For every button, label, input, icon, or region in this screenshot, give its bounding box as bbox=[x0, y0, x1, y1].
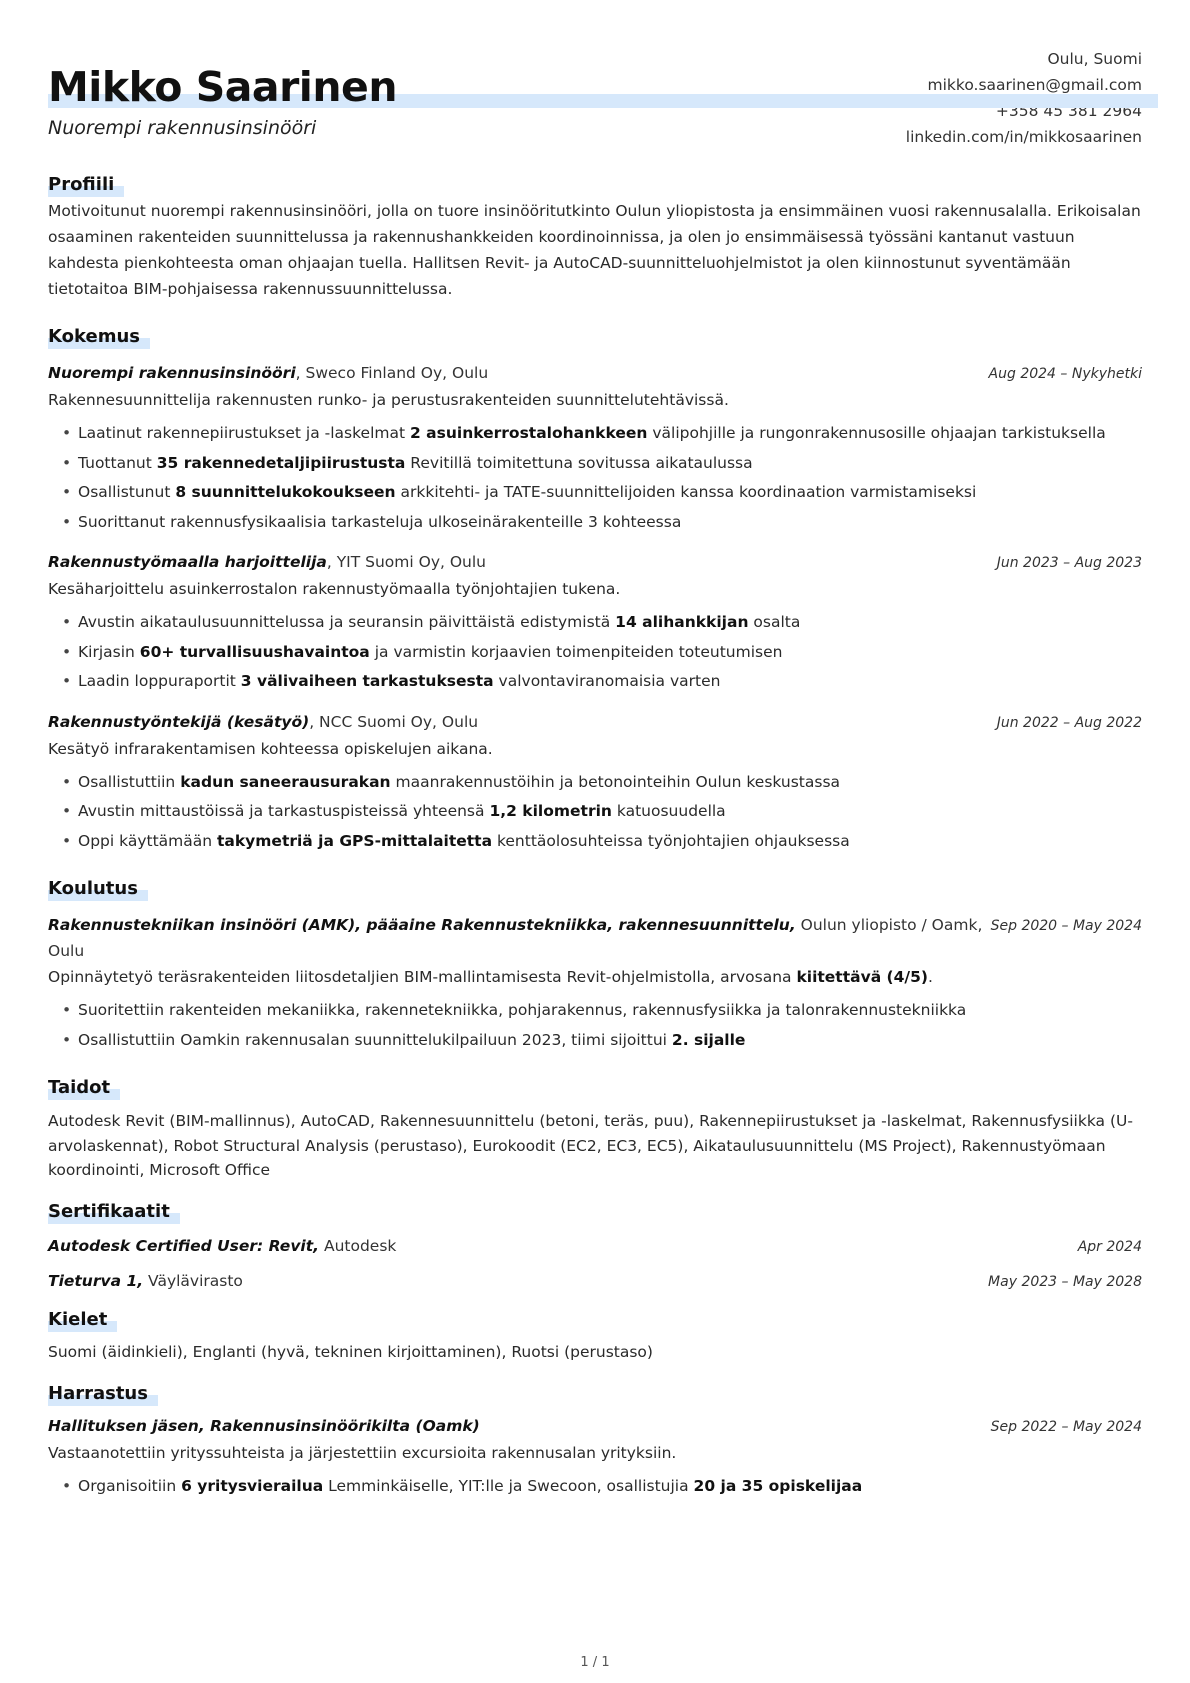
job-bullet bbox=[78, 638, 1142, 668]
job-bullet bbox=[78, 508, 1142, 538]
job-bullet bbox=[78, 449, 1142, 479]
section-heading-profile: Profiili bbox=[48, 170, 114, 200]
job-bullet-text-end: osalta bbox=[748, 613, 801, 631]
hobby-bullets bbox=[48, 1472, 1142, 1502]
hobby-entry-head bbox=[48, 1413, 1142, 1440]
job-bullet-text: Kirjasin bbox=[78, 642, 140, 661]
education-bullet-text: Osallistuttiin Oamkin rakennusalan suunnittelukilpailuun 2023, tiimi sijoittui bbox=[78, 1030, 672, 1049]
section-heading-education: Koulutus bbox=[48, 874, 138, 904]
education-bullet-text: Suoritettiin rakenteiden mekaniikka, rakennetekniikka, pohjarakennus, rakennusfysiikka ja talonrakennustekniikka bbox=[78, 1001, 967, 1019]
skills-text: Autodesk Revit (BIM-mallinnus), AutoCAD, Rakennesuunnittelu (betoni, teräs, puu), Rakennepiirustukset ja -laskelmat, Rakennusfysiikka (U-arvolaskennat), Robot Structural Analysis (perustaso), Eurokoodit (EC2, EC3, EC5), Aikataulusuunnittelu (MS Project), Rakennustyömaan koordinointi, Microsoft Office bbox=[48, 1112, 1133, 1179]
job-bullet-text-end: Revitillä toimitettuna sovitussa aikataulussa bbox=[405, 453, 753, 472]
job-bullet bbox=[78, 768, 1142, 798]
education-summary-text: Opinnäytetyö teräsrakenteiden liitosdetaljien BIM-mallintamisesta Revit-ohjelmistolla, arvosana bbox=[48, 968, 797, 986]
certification-title bbox=[48, 1268, 243, 1294]
job-bullet-highlight: 2 asuinkerrostalohankkeen bbox=[409, 424, 648, 442]
job-bullet-highlight: kadun saneerausurakan bbox=[180, 772, 391, 791]
job-bullet-highlight: 60+ turvallisuushavaintoa bbox=[139, 642, 370, 661]
job-bullet-text: Laadin loppuraportit bbox=[78, 672, 241, 690]
section-heading-certifications: Sertifikaatit bbox=[48, 1197, 170, 1227]
job-company: , Sweco Finland Oy, Oulu bbox=[295, 364, 489, 382]
job-company: , YIT Suomi Oy, Oulu bbox=[326, 553, 487, 571]
contact-phone: +358 45 381 2964 bbox=[995, 102, 1142, 120]
education-summary bbox=[48, 964, 1142, 990]
job-bullet-highlight: 8 suunnittelukokoukseen bbox=[175, 483, 396, 501]
job-role: Nuorempi rakennusinsinööri bbox=[48, 364, 296, 382]
education-title bbox=[48, 912, 991, 964]
job-bullet bbox=[78, 419, 1142, 449]
hobbies-section bbox=[48, 1379, 1142, 1502]
job-bullet-text-end: maanrakennustöihin ja betonointeihin Oulun keskustassa bbox=[390, 772, 841, 791]
job-summary: Kesäharjoittelu asuinkerrostalon rakennustyömaalla työnjohtajien tukena. bbox=[48, 580, 621, 598]
job-bullet bbox=[78, 827, 1142, 857]
job-bullet-text-end: katuosuudella bbox=[611, 802, 726, 820]
job-bullet-text: Avustin mittaustöissä ja tarkastuspisteissä yhteensä bbox=[78, 802, 490, 820]
job-bullet-text: Oppi käyttämään bbox=[78, 831, 217, 850]
job-bullet-highlight: takymetriä ja GPS-mittalaitetta bbox=[217, 831, 493, 850]
education-bullet bbox=[78, 1026, 1142, 1056]
hobby-summary: Vastaanotettiin yrityssuhteista ja järjestettiin excursioita rakennusalan yrityksiin. bbox=[48, 1443, 677, 1462]
job-date: Jun 2023 – Aug 2023 bbox=[996, 555, 1142, 571]
experience-section bbox=[48, 322, 1142, 856]
certification-name: Tieturva 1, bbox=[48, 1271, 144, 1290]
education-summary-end: . bbox=[927, 968, 933, 986]
experience-entry-head bbox=[48, 709, 1142, 736]
hobby-bullet-text-2: Lemminkäiselle, YIT:lle ja Swecoon, osallistujia bbox=[323, 1476, 694, 1495]
job-bullet-text-end: kenttäolosuhteissa työnjohtajien ohjauksessa bbox=[492, 831, 850, 850]
certification-issuer: Autodesk bbox=[319, 1236, 397, 1255]
section-heading-experience: Kokemus bbox=[48, 322, 140, 352]
job-bullet-text: Avustin aikataulusuunnittelussa ja seuransin päivittäistä edistymistä bbox=[78, 613, 616, 631]
education-bullet-highlight: 2. sijalle bbox=[671, 1030, 746, 1049]
job-bullets bbox=[48, 768, 1142, 857]
job-bullet-text-end: arkkitehti- ja TATE-suunnittelijoiden kanssa koordinaation varmistamiseksi bbox=[395, 483, 977, 501]
hobby-bullet bbox=[78, 1472, 1142, 1502]
hobby-bullet-text: Organisoitiin bbox=[78, 1476, 182, 1495]
job-summary: Rakennesuunnittelija rakennusten runko- ja perustusrakenteiden suunnittelutehtävissä. bbox=[48, 391, 729, 409]
job-title bbox=[48, 549, 486, 575]
certification-date: Apr 2024 bbox=[1077, 1238, 1142, 1255]
candidate-name: Mikko Saarinen bbox=[48, 61, 1142, 113]
experience-entry bbox=[48, 549, 1142, 697]
experience-entry bbox=[48, 709, 1142, 857]
hobby-entry bbox=[48, 1413, 1142, 1502]
certification-issuer: Väylävirasto bbox=[143, 1271, 243, 1290]
job-bullet-text: Laatinut rakennepiirustukset ja -laskelmat bbox=[78, 424, 410, 442]
job-bullet bbox=[78, 608, 1142, 638]
certification-title bbox=[48, 1233, 396, 1259]
skills-section bbox=[48, 1073, 1142, 1183]
experience-list bbox=[48, 360, 1142, 856]
job-bullet bbox=[78, 478, 1142, 508]
education-section bbox=[48, 874, 1142, 1055]
certifications-list bbox=[48, 1233, 1142, 1295]
education-bullets bbox=[48, 996, 1142, 1055]
job-title bbox=[48, 360, 488, 386]
job-date: Jun 2022 – Aug 2022 bbox=[996, 714, 1142, 731]
job-bullet bbox=[78, 797, 1142, 827]
resume-header bbox=[48, 40, 1142, 168]
job-bullet-text-end: välipohjille ja rungonrakennusosille ohjaajan tarkistuksella bbox=[647, 424, 1106, 442]
certification-date: May 2023 – May 2028 bbox=[988, 1273, 1142, 1290]
education-date: Sep 2020 – May 2024 bbox=[990, 918, 1142, 934]
job-role: Rakennustyöntekijä (kesätyö) bbox=[48, 712, 310, 731]
education-grade: kiitettävä (4/5) bbox=[796, 968, 928, 986]
certification-name: Autodesk Certified User: Revit, bbox=[48, 1236, 320, 1255]
job-bullet-text-end: ja varmistin korjaavien toimenpiteiden toteutumisen bbox=[369, 642, 783, 661]
job-company: , NCC Suomi Oy, Oulu bbox=[309, 712, 479, 731]
hobby-bullet-highlight: 6 yritysvierailua bbox=[181, 1476, 324, 1495]
education-entry bbox=[48, 912, 1142, 1055]
job-bullet-text-end: valvontaviranomaisia varten bbox=[493, 672, 721, 690]
contact-email: mikko.saarinen@gmail.com bbox=[927, 76, 1142, 94]
hobby-date: Sep 2022 – May 2024 bbox=[990, 1418, 1142, 1435]
experience-entry-head bbox=[48, 360, 1142, 387]
job-date: Aug 2024 – Nykyhetki bbox=[988, 366, 1142, 382]
education-entry-head bbox=[48, 912, 1142, 964]
candidate-title: Nuorempi rakennusinsinööri bbox=[48, 117, 317, 139]
job-bullet bbox=[78, 667, 1142, 697]
job-summary: Kesätyö infrarakentamisen kohteessa opiskelujen aikana. bbox=[48, 739, 493, 758]
experience-entry bbox=[48, 360, 1142, 537]
contact-location: Oulu, Suomi bbox=[1047, 50, 1142, 68]
job-bullets bbox=[48, 419, 1142, 537]
certifications-section bbox=[48, 1197, 1142, 1295]
section-heading-skills: Taidot bbox=[48, 1073, 110, 1103]
job-role: Rakennustyömaalla harjoittelija bbox=[48, 553, 327, 571]
job-bullets bbox=[48, 608, 1142, 697]
contact-linkedin: linkedin.com/in/mikkosaarinen bbox=[905, 128, 1142, 146]
job-bullet-highlight: 3 välivaiheen tarkastuksesta bbox=[240, 672, 494, 690]
job-bullet-text: Osallistuttiin bbox=[78, 772, 181, 791]
experience-entry-head bbox=[48, 549, 1142, 576]
profile-text: Motivoitunut nuorempi rakennusinsinööri, jolla on tuore insinööritutkinto Oulun yliopistosta ja ensimmäinen vuosi rakennusalalla. Erikoisalan osaaminen rakenteiden suunnittelussa ja rakennushankkeiden koordinoinnissa, ja olen jo ensimmäisessä työssäni kantanut vastuun kahdesta pienkohteesta oman ohjaajan tuella. Hallitsen Revit- ja AutoCAD-suunnitteluohjelmistot ja olen kiinnostunut syventämään tietotaitoa BIM-pohjaisessa rakennussuunnittelussa. bbox=[48, 202, 1141, 298]
hobby-role: Hallituksen jäsen, Rakennusinsinöörikilta (Oamk) bbox=[48, 1416, 480, 1435]
job-bullet-text: Suorittanut rakennusfysikaalisia tarkasteluja ulkoseinärakenteille 3 kohteessa bbox=[78, 512, 682, 531]
section-heading-languages: Kielet bbox=[48, 1305, 107, 1335]
job-bullet-text: Osallistunut bbox=[78, 483, 176, 501]
education-bullet bbox=[78, 996, 1142, 1026]
job-bullet-highlight: 35 rakennedetaljipiirustusta bbox=[156, 453, 406, 472]
job-bullet-highlight: 1,2 kilometrin bbox=[489, 802, 612, 820]
job-bullet-text: Tuottanut bbox=[78, 453, 157, 472]
job-title bbox=[48, 709, 478, 735]
job-bullet-highlight: 14 alihankkijan bbox=[615, 613, 749, 631]
section-heading-hobbies: Harrastus bbox=[48, 1379, 148, 1409]
page-number: 1 / 1 bbox=[580, 1655, 610, 1670]
languages-section bbox=[48, 1305, 1142, 1365]
education-degree: Rakennustekniikan insinööri (AMK), pääaine Rakennustekniikka, rakennesuunnittelu, bbox=[48, 916, 796, 934]
profile-section bbox=[48, 170, 1142, 302]
education-school: Oulun yliopisto / Oamk, Oulu bbox=[48, 916, 983, 960]
hobby-bullet-highlight-2: 20 ja 35 opiskelijaa bbox=[693, 1476, 863, 1495]
certification-item bbox=[48, 1268, 1142, 1295]
certification-item bbox=[48, 1233, 1142, 1260]
languages-text: Suomi (äidinkieli), Englanti (hyvä, tekninen kirjoittaminen), Ruotsi (perustaso) bbox=[48, 1342, 653, 1361]
